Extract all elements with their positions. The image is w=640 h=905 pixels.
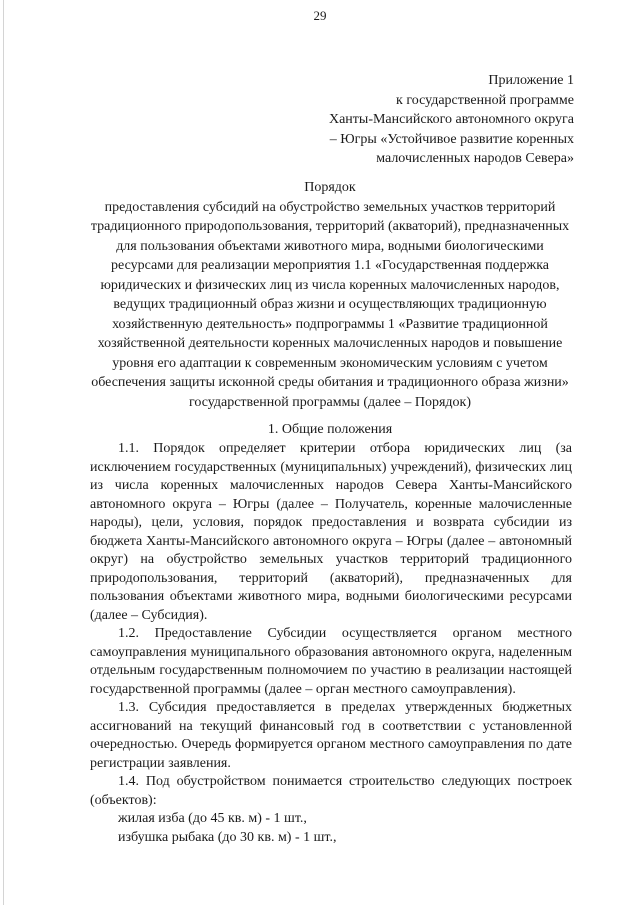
appendix-line: Приложение 1 <box>488 73 574 88</box>
appendix-header <box>244 71 574 169</box>
page-edge-line <box>3 0 4 905</box>
appendix-line: малочисленных народов Севера» <box>376 151 574 166</box>
page-number: 29 <box>313 8 327 23</box>
list-item: жилая изба (до 45 кв. м) - 1 шт., <box>118 811 307 826</box>
paragraph-1-1: 1.1. Порядок определяет критерии отбора юридических лиц (за исключением государственных (муниципальных) учреждений), физических лиц из числа коренных малочисленных народов Севера Ханты-Мансийского автономного округа – Югры (далее – Получатель, коренные малочисленные народы), цели, условия, порядок предоставления и возврата субсидии из бюджета Ханты-Мансийского автономного округа – Югры (далее – автономный округ) на обустройство земельных участков территорий традиционного природопользования, территорий (акваторий), предназначенных для пользования объектами животного мира, водными биологическими ресурсами (далее – Субсидия). <box>90 441 572 623</box>
document-title-block <box>90 178 570 412</box>
paragraph-1-4: 1.4. Под обустройством понимается строительство следующих построек (объектов): <box>90 774 572 808</box>
document-body <box>90 440 572 847</box>
appendix-line: Ханты-Мансийского автономного округа <box>328 112 574 127</box>
document-title: Порядок <box>304 180 356 195</box>
paragraph-1-2: 1.2. Предоставление Субсидии осуществляется органом местного самоуправления муниципального образования автономного округа, наделенным отдельным государственным полномочием по участию в реализации настоящей государственной программы (далее – орган местного самоуправления). <box>90 626 572 697</box>
list-item: избушка рыбака (до 30 кв. м) - 1 шт., <box>118 829 337 845</box>
appendix-line: – Югры «Устойчивое развитие коренных <box>329 131 574 147</box>
section-heading: 1. Общие положения <box>267 422 393 437</box>
paragraph-1-3: 1.3. Субсидия предоставляется в пределах утвержденных бюджетных ассигнований на текущий финансовый год в соответствии с установленной очередностью. Очередь формируется органом местного самоуправления по дате регистрации заявления. <box>90 700 572 771</box>
appendix-line: к государственной программе <box>396 92 574 108</box>
document-subtitle: предоставления субсидий на обустройство земельных участков территорий традиционного природопользования, территорий (акваторий), предназначенных для пользования объектами животного мира, водными биологическими ресурсами для реализации мероприятия 1.1 «Государственная поддержка юридических и физических лиц из числа коренных малочисленных народов, ведущих традиционный образ жизни и осуществляющих традиционную хозяйственную деятельность» подпрограммы 1 «Развитие традиционной хозяйственной деятельности коренных малочисленных народов и повышение уровня его адаптации к современным экономическим условиям с учетом обеспечения защиты исконной среды обитания и традиционного образа жизни» государственной программы (далее – Порядок) <box>90 199 570 410</box>
